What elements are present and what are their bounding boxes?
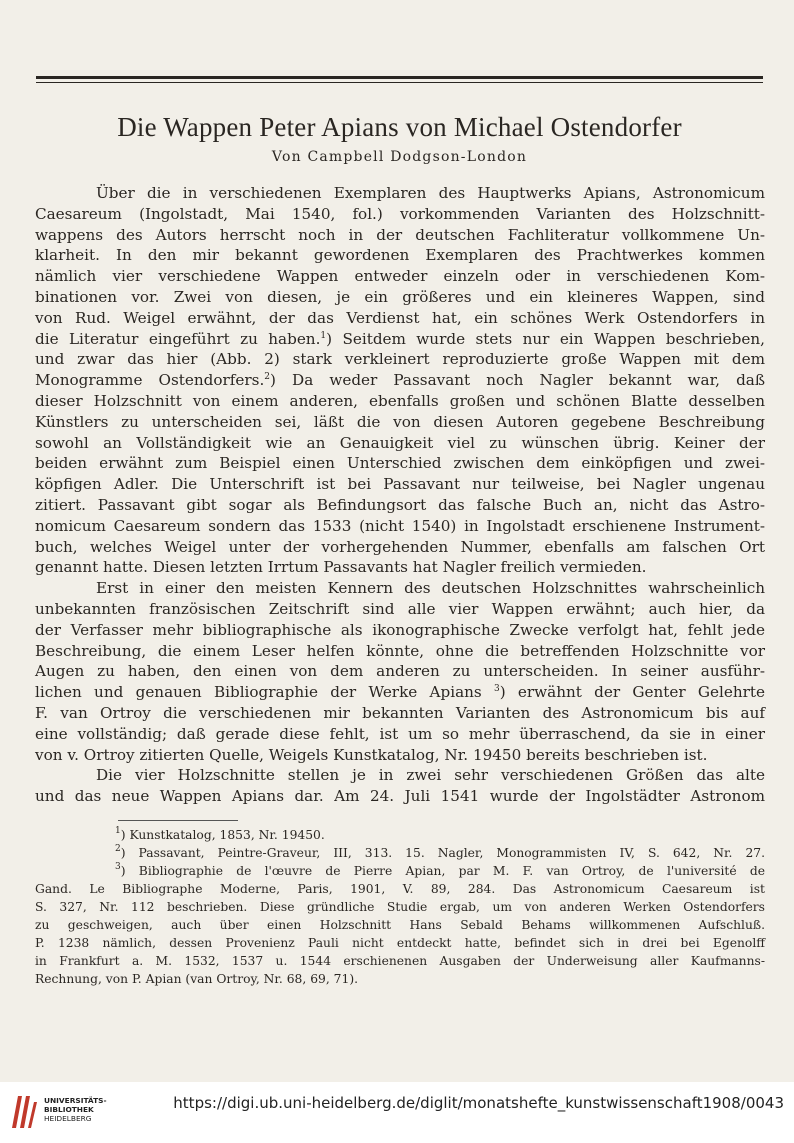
body-text: Monogramme Ostendorfers. [35,371,265,390]
body-text: beiden erwähnt zum Beispiel einen Unterschied zwischen dem einköpfigen und zwei- [35,454,765,473]
logo-line-1: UNIVERSITÄTS- [44,1096,107,1105]
body-line [35,349,765,370]
body-line [35,557,765,578]
body-text: dieser Holzschnitt von einem anderen, ebenfalls großen und schönen Blatte desselben [35,391,765,410]
body-line [35,266,765,287]
body-line [35,537,765,558]
body-text: von Rud. Weigel erwähnt, der das Verdienst hat, ein schönes Werk Ostendorfers in [35,308,765,327]
footnote-line [35,844,765,862]
body-line [35,433,765,454]
university-library-logo-icon[interactable] [8,1092,38,1132]
article-byline: Von Campbell Dodgson-London [271,149,528,165]
body-line [35,765,765,786]
footnote-text: ) Bibliographie de l'œuvre de Pierre Apian, par M. F. van Ortroy, de l'université de [120,864,765,878]
footnote-text: zu geschweigen, auch über einen Holzschnitt Hans Sebald Behams willkommenen Aufschluß. [35,918,765,932]
body-line [35,225,765,246]
footnote-text: ) Passavant, Peintre-Graveur, III, 313. 15. Nagler, Monogrammisten IV, S. 642, Nr. 27. [120,846,765,860]
body-text: Erst in einer den meisten Kennern des deutschen Holzschnittes wahrscheinlich [96,579,765,598]
footnote-text: Rechnung, von P. Apian (van Ortroy, Nr. 68, 69, 71). [35,972,359,986]
body-text: binationen vor. Zwei von diesen, je ein größeres und ein kleineres Wappen, sind [35,287,765,306]
body-text: Künstlers zu unterscheiden sei, läßt die von diesen Autoren gegebene Beschreibung [35,412,765,431]
body-line [35,516,765,537]
header-rule-thick [36,76,763,79]
body-text: klarheit. In den mir bekannt gewordenen Exemplaren des Prachtwerkes kommen [35,246,765,265]
footnote-marker: 3 [493,684,500,695]
body-line [35,412,765,433]
body-line [35,495,765,516]
body-line [35,453,765,474]
body-line [35,745,765,766]
footnote-line [35,862,765,880]
viewer-footer [0,1082,794,1143]
body-line [35,308,765,329]
footnote-line [35,898,765,916]
body-text: unbekannten französischen Zeitschrift sind alle vier Wappen erwähnt; auch hier, da [35,599,765,618]
footnote-text: P. 1238 nämlich, dessen Provenienz Pauli nicht entdeckt hatte, befindet sich in drei bei Egenolff [35,936,765,950]
body-text: F. van Ortroy die verschiedenen mir bekannten Varianten des Astronomicum bis auf [35,703,765,722]
footnote-text: S. 327, Nr. 112 beschrieben. Diese gründliche Studie ergab, um von anderen Werken Ostendorfers [35,900,765,914]
body-line [35,599,765,620]
body-line [35,703,765,724]
body-text: sowohl an Vollständigkeit wie an Genauigkeit viel zu wünschen übrig. Keiner der [35,433,765,452]
body-line [35,204,765,225]
body-line [35,370,765,391]
footnote-text: in Frankfurt a. M. 1532, 1537 u. 1544 erschienenen Ausgaben der Underweisung aller Kaufmanns- [35,954,765,968]
body-text: Die vier Holzschnitte stellen je in zwei sehr verschiedenen Größen das alte [96,766,765,785]
header-rule-thin [36,82,763,83]
body-line [35,620,765,641]
body-text: zitiert. Passavant gibt sogar als Befindungsort das falsche Buch an, nicht das Astro- [35,495,765,514]
body-line [35,578,765,599]
footnote-text: ) Kunstkatalog, 1853, Nr. 19450. [120,828,325,842]
body-text: Caesareum (Ingolstadt, Mai 1540, fol.) vorkommenden Varianten des Holzschnitt- [35,204,765,223]
body-text: ) erwähnt der Genter Gelehrte [499,683,766,702]
body-line [35,329,765,350]
body-line [35,183,765,204]
logo-line-2: BIBLIOTHEK [44,1105,94,1114]
footnote-line [35,916,765,934]
body-text: buch, welches Weigel unter der vorhergehenden Nummer, ebenfalls am falschen Ort [35,537,765,556]
body-text: ) Seitdem wurde stets nur ein Wappen beschrieben, [326,329,765,348]
body-line [35,661,765,682]
footnote-marker: 3 [115,862,121,872]
footnote-text: Gand. Le Bibliographe Moderne, Paris, 1901, V. 89, 284. Das Astronomicum Caesareum ist [35,882,765,896]
article-title: Die Wappen Peter Apians von Michael Ostendorfer [117,112,682,142]
body-line [35,724,765,745]
logo-line-3: HEIDELBERG [44,1114,92,1123]
footnotes [35,826,765,988]
body-line [35,245,765,266]
body-text: ) Da weder Passavant noch Nagler bekannt war, daß [270,371,765,390]
body-text: Augen zu haben, den einen von dem anderen zu unterscheiden. In seiner ausführ- [35,662,765,681]
body-text: nomicum Caesareum sondern das 1533 (nicht 1540) in Ingolstadt erschienene Instrument- [35,516,765,535]
body-text: der Verfasser mehr bibliographische als ikonographische Zwecke verfolgt hat, fehlt jede [35,620,765,639]
body-text: köpfigen Adler. Die Unterschrift ist bei Passavant nur teilweise, bei Nagler ungenau [35,475,765,494]
body-line [35,474,765,495]
body-text: genannt hatte. Diesen letzten Irrtum Passavants hat Nagler freilich vermieden. [35,558,647,577]
footnote-marker: 2 [264,372,271,383]
footnote-line [35,970,765,988]
body-text: die Literatur eingeführt zu haben. [35,329,321,348]
footnote-marker: 2 [115,844,121,854]
footnote-line [35,880,765,898]
footnote-marker: 1 [320,330,327,341]
body-text: wappens des Autors herrscht noch in der deutschen Fachliteratur vollkommene Un- [35,225,765,244]
body-text: eine vollständig; daß gerade diese fehlt, ist um so mehr überraschend, da sie in einer [35,724,765,743]
body-text: von v. Ortroy zitierten Quelle, Weigels Kunstkatalog, Nr. 19450 bereits beschrieben ist. [35,745,708,764]
body-line [35,641,765,662]
body-line [35,682,765,703]
footnote-marker: 1 [115,826,121,836]
body-text: nämlich vier verschiedene Wappen entweder einzeln oder in verschiedenen Kom- [35,267,765,286]
footnote-line [35,952,765,970]
body-text: Beschreibung, die einem Leser helfen könnte, ohne die betreffenden Holzschnitte vor [35,641,765,660]
body-text: und zwar das hier (Abb. 2) stark verkleinert reproduzierte große Wappen mit dem [35,350,765,369]
body-text: und das neue Wappen Apians dar. Am 24. Juli 1541 wurde der Ingolstädter Astronom [35,787,765,806]
body-text: Über die in verschiedenen Exemplaren des Hauptwerks Apians, Astronomicum [96,184,765,202]
permalink-url[interactable]: https://digi.ub.uni-heidelberg.de/diglit/monatshefte_kunstwissenschaft1908/0043 [173,1094,784,1112]
body-line [35,287,765,308]
footnote-line [35,934,765,952]
body-line [35,786,765,807]
university-library-logo-text[interactable] [44,1096,107,1123]
article-body [35,183,765,807]
body-line [35,391,765,412]
body-text: lichen und genauen Bibliographie der Werke Apians [35,683,494,702]
footnote-separator [118,820,238,821]
footnote-line [35,826,765,844]
